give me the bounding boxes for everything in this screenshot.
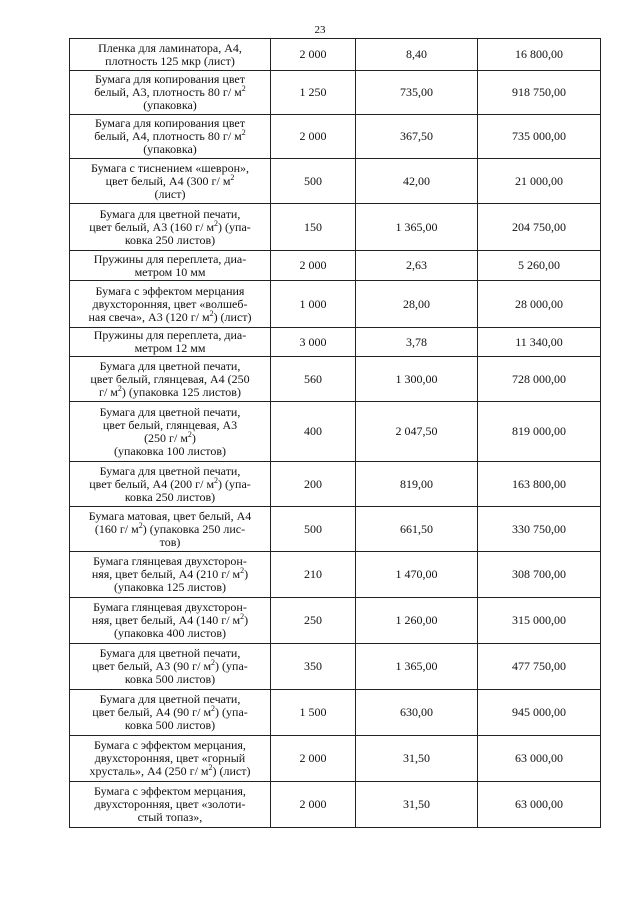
table-row (70, 115, 601, 159)
quantity-cell: 560 (271, 357, 356, 402)
total-sum-cell: 477 750,00 (478, 644, 601, 690)
quantity-cell: 2 000 (271, 736, 356, 782)
item-name-line: Бумага для цветной печати, (99, 463, 241, 478)
item-name-cell (70, 204, 271, 251)
unit-price-cell: 1 300,00 (356, 357, 478, 402)
item-name-line-suffix: ) (упа- (218, 219, 251, 234)
unit-price-cell: 2,63 (356, 251, 478, 281)
item-name-line: тов) (159, 534, 181, 549)
item-name-cell (70, 71, 271, 115)
quantity-cell: 210 (271, 552, 356, 598)
quantity-cell: 2 000 (271, 251, 356, 281)
item-name-cell (70, 357, 271, 402)
item-name-line: цвет белый, глянцевая, А4 (250 (90, 371, 250, 386)
total-sum-cell: 728 000,00 (478, 357, 601, 402)
unit-price-cell: 42,00 (356, 159, 478, 204)
total-sum-cell: 163 800,00 (478, 462, 601, 507)
item-name-line: Бумага для цветной печати, (99, 404, 241, 419)
quantity-cell: 350 (271, 644, 356, 690)
item-name-line: Бумага для цветной печати, (99, 692, 241, 706)
table-row (70, 644, 601, 690)
item-name-line-suffix: ) (упаковка 125 листов) (121, 384, 241, 399)
total-sum-cell: 63 000,00 (478, 782, 601, 828)
item-name-line: (упаковка 400 листов) (113, 626, 227, 640)
item-name-line: цвет белый, А3 (90 г/ м (92, 659, 212, 673)
quantity-cell: 150 (271, 204, 356, 251)
item-name-line: двухсторонняя, цвет «горный (94, 751, 246, 765)
unit-price-cell: 28,00 (356, 281, 478, 328)
item-name-cell (70, 281, 271, 328)
table-row (70, 782, 601, 828)
table-row (70, 251, 601, 281)
table-row (70, 462, 601, 507)
item-name-line: Бумага для копирования цвет (95, 72, 245, 86)
item-name-cell (70, 115, 271, 159)
item-name-line: белый, А3, плотность 80 г/ м (94, 85, 242, 99)
item-name-line: (250 г/ м (144, 430, 188, 445)
unit-price-cell: 1 365,00 (356, 204, 478, 251)
item-name-line: ная свеча», А3 (120 г/ м (88, 309, 210, 324)
item-name-line: двухсторонняя, цвет «волшеб- (92, 296, 248, 311)
total-sum-cell: 28 000,00 (478, 281, 601, 328)
item-name-cell (70, 736, 271, 782)
item-name-line: хрусталь», А4 (250 г/ м (89, 764, 209, 778)
page-number: 23 (314, 24, 326, 36)
item-name-line-suffix: ) (упаковка 250 лис- (142, 521, 246, 536)
goods-table-body (70, 39, 601, 828)
item-name-line: (160 г/ м (94, 521, 139, 536)
item-name-line: цвет белый, глянцевая, А3 (102, 417, 238, 432)
item-name-cell (70, 507, 271, 552)
item-name-line: стый топаз», (137, 810, 203, 824)
item-name-line: Бумага для копирования цвет (95, 116, 245, 130)
quantity-cell: 400 (271, 402, 356, 462)
item-name-line: Бумага с тиснением «шеврон», (90, 160, 249, 175)
table-row (70, 39, 601, 71)
item-name-line: Бумага для цветной печати, (99, 206, 241, 221)
superscript-2: 2 (240, 566, 245, 575)
superscript-2: 2 (240, 612, 245, 621)
item-name-line: ковка 250 листов) (124, 489, 216, 504)
total-sum-cell: 819 000,00 (478, 402, 601, 462)
table-row (70, 690, 601, 736)
total-sum-cell: 735 000,00 (478, 115, 601, 159)
total-sum-cell: 330 750,00 (478, 507, 601, 552)
table-row (70, 204, 601, 251)
unit-price-cell: 661,50 (356, 507, 478, 552)
table-row (70, 736, 601, 782)
item-name-line: Пленка для ламинатора, А4, (98, 40, 242, 55)
item-name-cell (70, 598, 271, 644)
superscript-2: 2 (209, 308, 214, 318)
item-name-line: Бумага с эффектом мерцания, (94, 784, 246, 798)
table-row (70, 552, 601, 598)
item-name-line: цвет белый, А4 (300 г/ м (105, 173, 231, 188)
superscript-2: 2 (230, 172, 235, 182)
quantity-cell: 3 000 (271, 328, 356, 357)
quantity-cell: 1 250 (271, 71, 356, 115)
item-name-line: Бумага для цветной печати, (99, 646, 241, 660)
total-sum-cell: 16 800,00 (478, 39, 601, 71)
table-row (70, 507, 601, 552)
superscript-2: 2 (138, 520, 143, 530)
unit-price-cell: 1 470,00 (356, 552, 478, 598)
superscript-2: 2 (117, 383, 122, 393)
quantity-cell: 200 (271, 462, 356, 507)
quantity-cell: 2 000 (271, 39, 356, 71)
item-name-line: метром 10 мм (134, 264, 206, 279)
item-name-line-suffix: ) (191, 430, 196, 445)
table-row (70, 159, 601, 204)
quantity-cell: 500 (271, 159, 356, 204)
quantity-cell: 250 (271, 598, 356, 644)
unit-price-cell: 367,50 (356, 115, 478, 159)
item-name-line: цвет белый, А4 (90 г/ м (92, 705, 212, 719)
total-sum-cell: 918 750,00 (478, 71, 601, 115)
item-name-cell (70, 690, 271, 736)
item-name-line: ковка 500 листов) (124, 672, 216, 686)
total-sum-cell: 11 340,00 (478, 328, 601, 357)
item-name-line: Пружины для переплета, диа- (93, 328, 247, 342)
item-name-line: (упаковка) (143, 142, 197, 156)
superscript-2: 2 (187, 429, 192, 439)
superscript-2: 2 (208, 763, 213, 772)
item-name-line: г/ м (99, 384, 118, 399)
item-name-line: цвет белый, А4 (200 г/ м (89, 476, 215, 491)
item-name-line-suffix: ) (лист) (213, 309, 252, 324)
unit-price-cell: 31,50 (356, 736, 478, 782)
item-name-line: ковка 250 листов) (124, 232, 216, 247)
table-row (70, 71, 601, 115)
table-row (70, 328, 601, 357)
item-name-line: Бумага глянцевая двухсторон- (93, 600, 247, 614)
item-name-cell (70, 39, 271, 71)
quantity-cell: 1 500 (271, 690, 356, 736)
total-sum-cell: 308 700,00 (478, 552, 601, 598)
item-name-line: белый, А4, плотность 80 г/ м (94, 129, 242, 143)
item-name-line: цвет белый, А3 (160 г/ м (89, 219, 215, 234)
item-name-line-suffix: ) (упа- (215, 705, 248, 719)
unit-price-cell: 1 260,00 (356, 598, 478, 644)
total-sum-cell: 21 000,00 (478, 159, 601, 204)
item-name-line: Бумага для цветной печати, (99, 358, 241, 373)
item-name-line: (лист) (154, 186, 186, 201)
item-name-line-suffix: ) (244, 613, 249, 627)
total-sum-cell: 315 000,00 (478, 598, 601, 644)
item-name-line: няя, цвет белый, А4 (210 г/ м (91, 567, 241, 581)
item-name-line: няя, цвет белый, А4 (140 г/ м (91, 613, 241, 627)
total-sum-cell: 204 750,00 (478, 204, 601, 251)
superscript-2: 2 (211, 704, 216, 713)
unit-price-cell: 8,40 (356, 39, 478, 71)
superscript-2: 2 (211, 658, 216, 667)
quantity-cell: 2 000 (271, 782, 356, 828)
item-name-cell (70, 251, 271, 281)
unit-price-cell: 3,78 (356, 328, 478, 357)
quantity-cell: 500 (271, 507, 356, 552)
item-name-line-suffix: ) (упа- (215, 659, 248, 673)
table-row (70, 281, 601, 328)
item-name-cell (70, 552, 271, 598)
unit-price-cell: 1 365,00 (356, 644, 478, 690)
superscript-2: 2 (241, 128, 246, 137)
total-sum-cell: 945 000,00 (478, 690, 601, 736)
unit-price-cell: 630,00 (356, 690, 478, 736)
table-row (70, 402, 601, 462)
item-name-line: (упаковка 100 листов) (113, 443, 227, 458)
item-name-line: ковка 500 листов) (124, 718, 216, 732)
item-name-cell (70, 402, 271, 462)
item-name-cell (70, 328, 271, 357)
item-name-line: (упаковка 125 листов) (113, 580, 227, 594)
unit-price-cell: 735,00 (356, 71, 478, 115)
item-name-cell (70, 462, 271, 507)
item-name-line: двухсторонняя, цвет «золоти- (94, 797, 246, 811)
superscript-2: 2 (214, 475, 219, 485)
item-name-line-suffix: ) (упа- (218, 476, 251, 491)
item-name-line: (упаковка) (143, 98, 197, 112)
item-name-line: Бумага матовая, цвет белый, А4 (88, 508, 252, 523)
item-name-line: Бумага с эффектом мерцания (95, 283, 245, 298)
superscript-2: 2 (214, 218, 219, 228)
item-name-line-suffix: ) (лист) (212, 764, 251, 778)
total-sum-cell: 63 000,00 (478, 736, 601, 782)
item-name-cell (70, 159, 271, 204)
item-name-line: Бумага глянцевая двухсторон- (93, 554, 247, 568)
table-row (70, 598, 601, 644)
quantity-cell: 1 000 (271, 281, 356, 328)
quantity-cell: 2 000 (271, 115, 356, 159)
goods-table (69, 38, 601, 828)
item-name-cell (70, 782, 271, 828)
table-row (70, 357, 601, 402)
item-name-line: Пружины для переплета, диа- (93, 251, 247, 266)
item-name-cell (70, 644, 271, 690)
item-name-line: Бумага с эффектом мерцания, (94, 738, 246, 752)
unit-price-cell: 31,50 (356, 782, 478, 828)
unit-price-cell: 2 047,50 (356, 402, 478, 462)
item-name-line: плотность 125 мкр (лист) (105, 53, 235, 68)
unit-price-cell: 819,00 (356, 462, 478, 507)
total-sum-cell: 5 260,00 (478, 251, 601, 281)
item-name-line: метром 12 мм (134, 341, 206, 355)
superscript-2: 2 (241, 84, 246, 93)
item-name-line-suffix: ) (244, 567, 249, 581)
